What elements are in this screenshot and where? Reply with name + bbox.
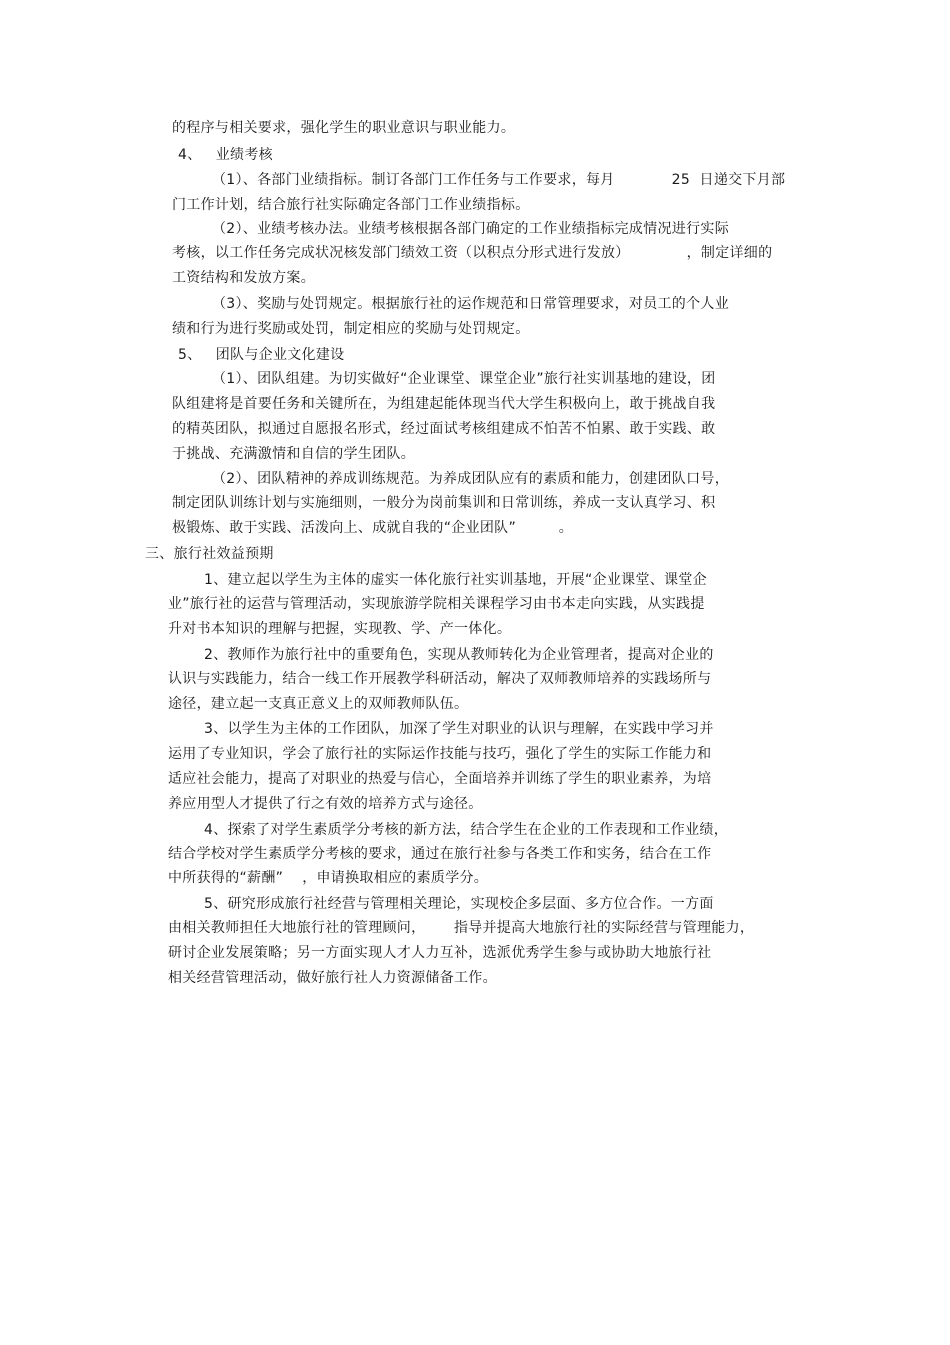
- text-line: 队组建将是首要任务和关键所在，为组建起能体现当代大学生积极向上，敢于挑战自我: [172, 396, 716, 412]
- text-line: 养应用型人才提供了行之有效的培养方式与途径。: [168, 796, 483, 812]
- text-line: 制定团队训练计划与实施细则，一般分为岗前集训和日常训练，养成一支认真学习、积: [172, 495, 716, 511]
- text-line: 绩和行为进行奖励或处罚，制定相应的奖励与处罚规定。: [172, 321, 530, 337]
- text-line: 适应社会能力，提高了对职业的热爱与信心，全面培养并训练了学生的职业素养，为培: [168, 771, 712, 787]
- text-line: （2）、业绩考核办法。业绩考核根据各部门确定的工作业绩指标完成情况进行实际: [212, 221, 730, 237]
- text-line: （2）、团队精神的养成训练规范。为养成团队应有的素质和能力，创建团队口号，: [212, 471, 730, 487]
- text-line: 结合学校对学生素质学分考核的要求，通过在旅行社参与各类工作和实务，结合在工作: [168, 846, 712, 862]
- text-line: （3）、奖励与处罚规定。根据旅行社的运作规范和日常管理要求，对员工的个人业: [212, 296, 730, 312]
- text-line: 业”旅行社的运营与管理活动，实现旅游学院相关课程学习由书本走向实践，从实践提: [168, 596, 705, 612]
- text-line: 途径，建立起一支真正意义上的双师教师队伍。: [168, 696, 469, 712]
- text-line: 中所获得的“薪酬” ，申请换取相应的素质学分。: [168, 870, 489, 886]
- text-line: 升对书本知识的理解与把握，实现教、学、产一体化。: [168, 621, 512, 637]
- text-line: 2、教师作为旅行社中的重要角色，实现从教师转化为企业管理者，提高对企业的: [204, 647, 714, 663]
- text-line: 相关经营管理活动，做好旅行社人力资源储备工作。: [168, 970, 497, 986]
- text-line: 5、研究形成旅行社经营与管理相关理论，实现校企多层面、多方位合作。一方面: [204, 896, 714, 912]
- text-line: 研讨企业发展策略；另一方面实现人才人力互补，选派优秀学生参与或协助大地旅行社: [168, 945, 712, 961]
- section-heading: 三、旅行社效益预期: [145, 546, 274, 562]
- text-line: 认识与实践能力，结合一线工作开展教学科研活动，解决了双师教师培养的实践场所与: [168, 671, 712, 687]
- text-line: 4、探索了对学生素质学分考核的新方法，结合学生在企业的工作表现和工作业绩，: [204, 822, 729, 838]
- text-line: 门工作计划，结合旅行社实际确定各部门工作业绩指标。: [172, 197, 530, 213]
- section-heading: 4、 业绩考核: [178, 147, 273, 163]
- text-line: 1、建立起以学生为主体的虚实一体化旅行社实训基地，开展“企业课堂、课堂企: [204, 572, 707, 588]
- text-line: 的精英团队，拟通过自愿报名形式，经过面试考核组建成不怕苦不怕累、敢于实践、敢: [172, 421, 716, 437]
- text-line: （1）、各部门业绩指标。制订各部门工作任务与工作要求，每月 25 日递交下月部: [212, 172, 786, 188]
- text-line: 于挑战、充满激情和自信的学生团队。: [172, 446, 416, 462]
- text-line: 由相关教师担任大地旅行社的管理顾问， 指导并提高大地旅行社的实际经营与管理能力，: [168, 920, 755, 936]
- text-line: （1）、团队组建。为切实做好“企业课堂、课堂企业”旅行社实训基地的建设，团: [212, 371, 716, 387]
- text-line: 运用了专业知识，学会了旅行社的实际运作技能与技巧，强化了学生的实际工作能力和: [168, 746, 712, 762]
- text-line: 工资结构和发放方案。: [172, 270, 315, 286]
- section-heading: 5、 团队与企业文化建设: [178, 347, 345, 363]
- text-line: 的程序与相关要求，强化学生的职业意识与职业能力。: [172, 120, 516, 136]
- text-line: 考核，以工作任务完成状况核发部门绩效工资（以积点分形式进行发放） ，制定详细的: [172, 245, 773, 261]
- text-line: 3、以学生为主体的工作团队，加深了学生对职业的认识与理解，在实践中学习并: [204, 721, 714, 737]
- text-line: 极锻炼、敢于实践、活泼向上、成就自我的“企业团队” 。: [172, 520, 574, 536]
